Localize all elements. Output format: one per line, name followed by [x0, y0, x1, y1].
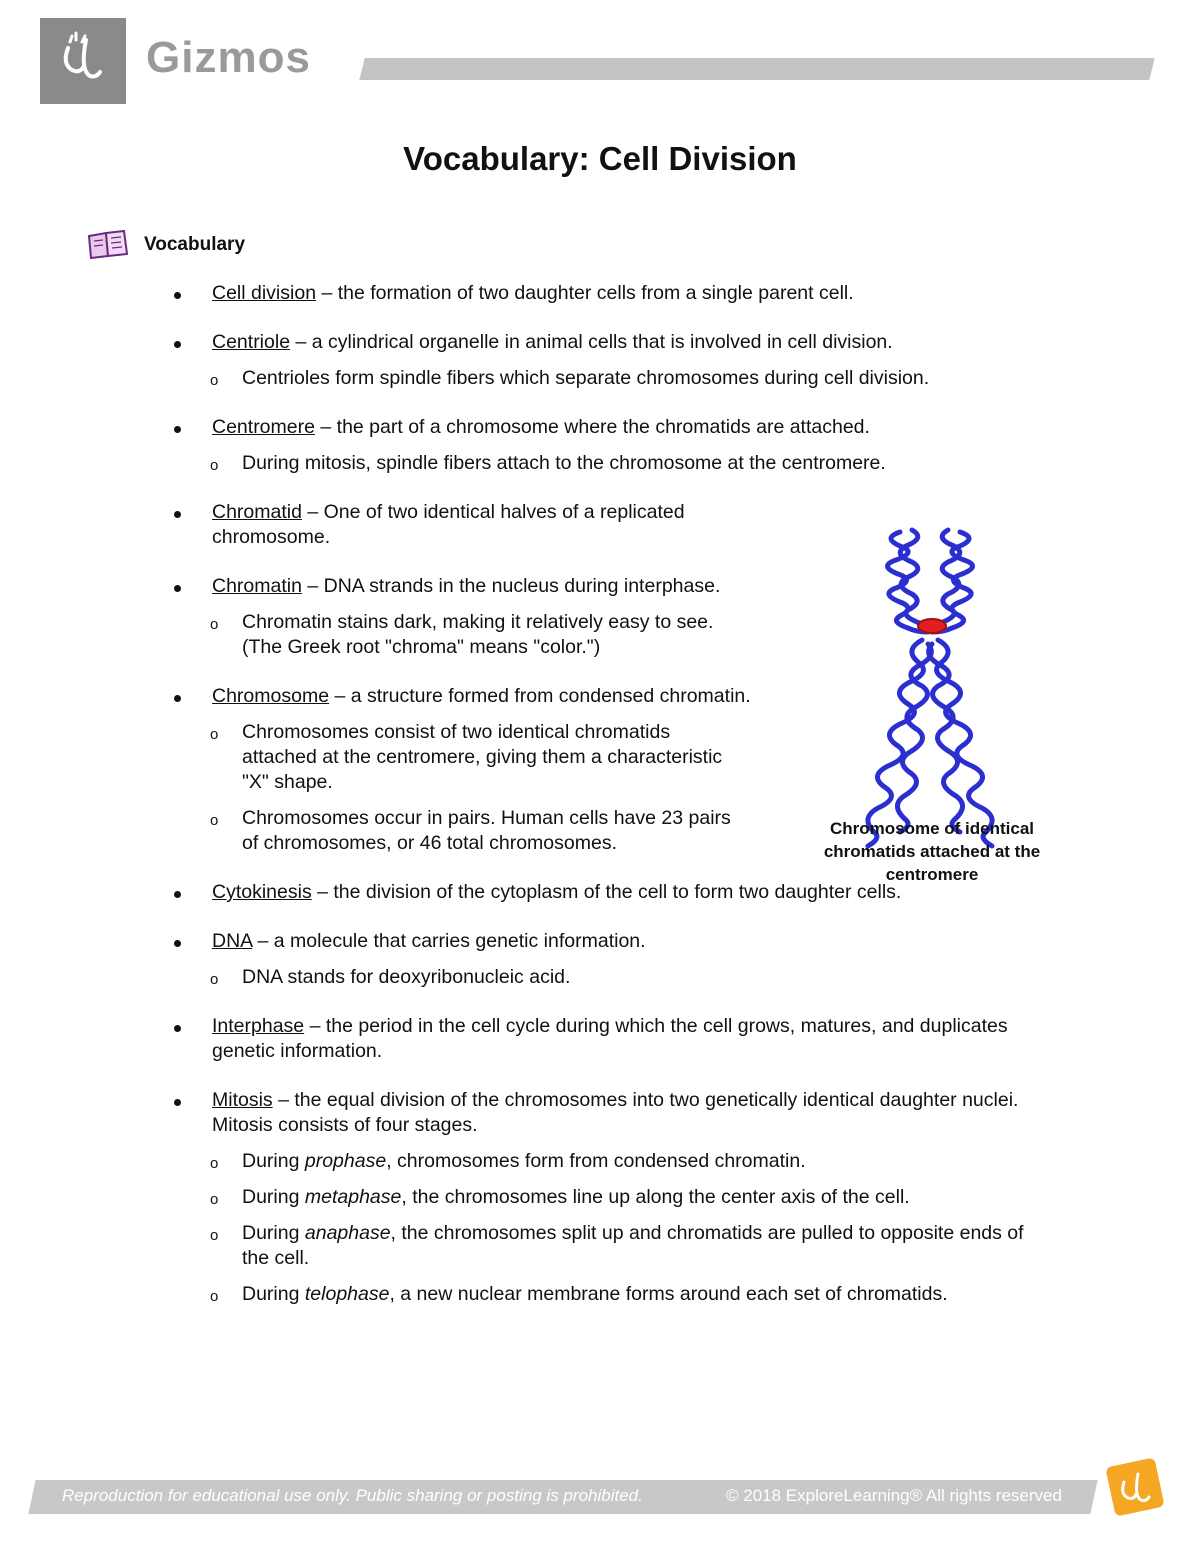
bullet [174, 891, 181, 898]
chromatid-arm [900, 530, 922, 624]
page-title: Vocabulary: Cell Division [403, 140, 797, 177]
definition: – a structure formed from condensed chromatin. [329, 685, 751, 707]
bullet [174, 292, 181, 299]
footer-copyright: © 2018 ExploreLearning® All rights reserved [726, 1486, 1062, 1505]
stage-pre: During [242, 1186, 305, 1208]
stage-post: , the chromosomes line up along the center axis of the cell. [401, 1186, 910, 1208]
sub-item [170, 451, 1050, 476]
sub-item-metaphase [170, 1185, 1050, 1210]
bullet [174, 426, 181, 433]
sub-item [170, 720, 742, 795]
sub-item [170, 366, 1050, 391]
sub-text: Centrioles form spindle fibers which separate chromosomes during cell division. [242, 367, 930, 389]
section-header [86, 230, 245, 260]
term: DNA [212, 930, 253, 952]
list-item [170, 1014, 1050, 1064]
term: Mitosis [212, 1089, 273, 1111]
sub-bullet: o [210, 457, 219, 474]
definition: – the division of the cytoplasm of the cell to form two daughter cells. [311, 881, 902, 903]
chromatid-arm [938, 530, 960, 624]
definition: – DNA strands in the nucleus during interphase. [301, 575, 721, 597]
sub-bullet: o [210, 1227, 219, 1244]
bullet [174, 1099, 181, 1106]
term: Cytokinesis [212, 881, 312, 903]
stage-post: , a new nuclear membrane forms around each set of chromatids. [389, 1283, 948, 1305]
term: Chromosome [212, 685, 330, 707]
definition: – One of two identical halves of a replicated chromosome. [212, 501, 685, 548]
brand-name: Gizmos [146, 33, 311, 82]
sub-bullet: o [210, 971, 219, 988]
term: Centriole [212, 331, 291, 353]
term: Chromatin [212, 575, 302, 597]
bullet [174, 940, 181, 947]
sub-text: During mitosis, spindle fibers attach to the chromosome at the centromere. [242, 452, 886, 474]
term: Centromere [212, 416, 315, 438]
bullet [174, 341, 181, 348]
sub-bullet: o [210, 726, 219, 743]
chromatid-arm [929, 644, 963, 832]
book-icon [86, 230, 130, 260]
list-item [170, 500, 782, 550]
bullet [174, 511, 181, 518]
list-item [170, 415, 1050, 476]
list-item [170, 929, 1050, 990]
sub-text: DNA stands for deoxyribonucleic acid. [242, 966, 571, 988]
chromatid-arm [897, 644, 931, 832]
sub-item [170, 806, 742, 856]
sub-item [170, 965, 1050, 990]
stage-name: anaphase [304, 1222, 391, 1244]
definition: – a cylindrical organelle in animal cells that is involved in cell division. [290, 331, 893, 353]
sub-text: Chromosomes occur in pairs. Human cells have 23 pairs of chromosomes, or 46 total chromosomes. [242, 807, 731, 854]
list-item [170, 281, 1050, 306]
footer-notice: Reproduction for educational use only. Public sharing or posting is prohibited. [62, 1486, 643, 1505]
header-bar [359, 58, 1154, 80]
definition: – the equal division of the chromosomes into two genetically identical daughter nuclei. Mitosis consists of four stages. [212, 1089, 1019, 1136]
stage-pre: During [242, 1150, 305, 1172]
stage-pre: During [242, 1283, 305, 1305]
definition: – a molecule that carries genetic information. [252, 930, 646, 952]
figure-caption: Chromosome of identical chromatids attached at the centromere [823, 819, 1041, 884]
sub-bullet: o [210, 812, 219, 829]
section-label: Vocabulary [144, 234, 246, 255]
definition: – the period in the cell cycle during which the cell grows, matures, and duplicates genetic information. [212, 1015, 1008, 1062]
sub-item-telophase [170, 1282, 1050, 1307]
sub-bullet: o [210, 1191, 219, 1208]
stage-post: , chromosomes form from condensed chromatin. [386, 1150, 806, 1172]
el-logo-icon [40, 18, 126, 104]
sub-bullet: o [210, 616, 219, 633]
stage-pre: During [242, 1222, 305, 1244]
sub-item [170, 610, 742, 660]
sub-bullet: o [210, 372, 219, 389]
stage-name: prophase [304, 1150, 387, 1172]
explorelearning-footer-logo-icon [1100, 1452, 1170, 1522]
stage-name: telophase [304, 1283, 390, 1305]
sub-bullet: o [210, 1155, 219, 1172]
term: Interphase [212, 1015, 305, 1037]
list-item [170, 684, 782, 856]
term: Cell division [212, 282, 317, 304]
explorelearning-logo [40, 18, 126, 104]
list-item [170, 330, 1050, 391]
sub-text: Chromatin stains dark, making it relatively easy to see. (The Greek root "chroma" means "color.") [242, 611, 714, 658]
centromere [918, 619, 946, 633]
definition: – the formation of two daughter cells from a single parent cell. [316, 282, 854, 304]
sub-text: Chromosomes consist of two identical chromatids attached at the centromere, giving them a characteristic "X" shape. [242, 721, 723, 793]
stage-name: metaphase [304, 1186, 402, 1208]
sub-bullet: o [210, 1288, 219, 1305]
sub-item-prophase [170, 1149, 1050, 1174]
stage-post: , the chromosomes split up and chromatids are pulled to opposite ends of the cell. [242, 1222, 1024, 1269]
bullet [174, 585, 181, 592]
term: Chromatid [212, 501, 302, 523]
bullet [174, 695, 181, 702]
list-item [170, 1088, 1050, 1307]
sub-item-anaphase [170, 1221, 1050, 1271]
bullet [174, 1025, 181, 1032]
list-item [170, 574, 782, 660]
definition: – the part of a chromosome where the chromatids are attached. [314, 416, 870, 438]
